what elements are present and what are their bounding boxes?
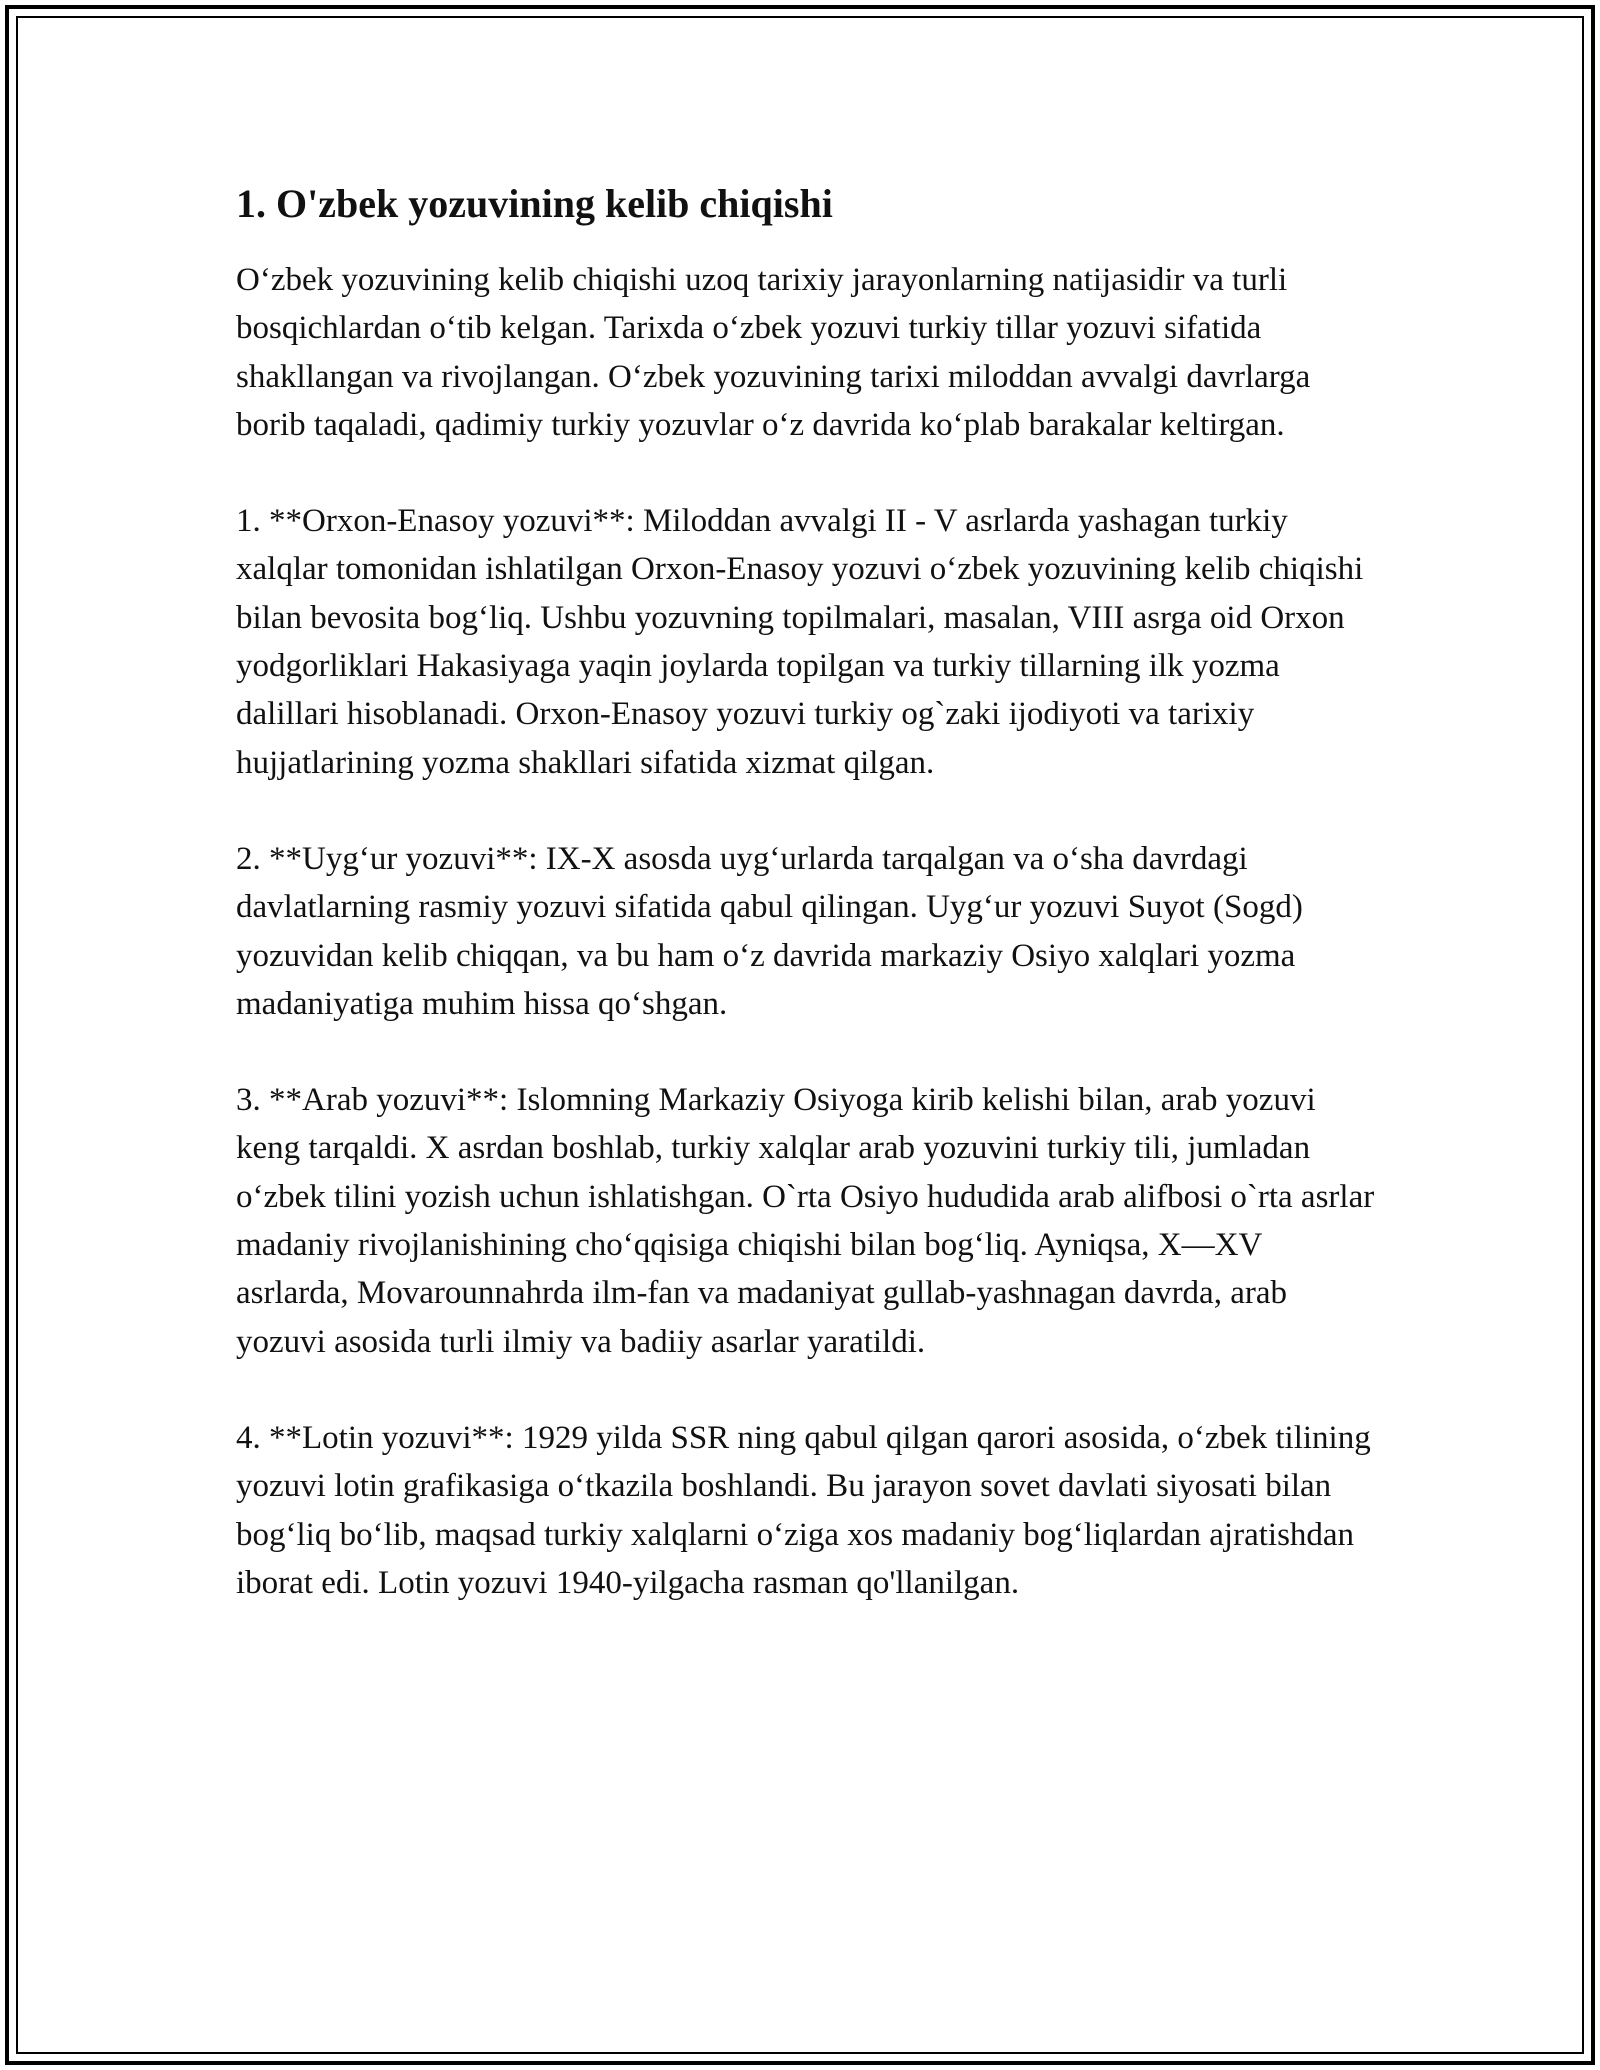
orxon-enasoy-paragraph: 1. **Orxon-Enasoy yozuvi**: Miloddan avvalgi II - V asrlarda yashagan turkiy xalqlar tomonidan ishlatilgan Orxon-Enasoy yozuvi o‘zbek yozuvining kelib chiqishi bilan bevosita bog‘liq. Ushbu yozuvning topilmalari, masalan, VIII asrga oid Orxon yodgorliklari Hakasiyaga yaqin joylarda topilgan va turkiy tillarning ilk yozma dalillari hisoblanadi. Orxon-Enasoy yozuvi turkiy og`zaki ijodiyoti va tarixiy hujjatlarining yozma shakllari sifatida xizmat qilgan. [236,503,1364,781]
arab-paragraph: 3. **Arab yozuvi**: Islomning Markaziy Osiyoga kirib kelishi bilan, arab yozuvi keng tarqaldi. X asrdan boshlab, turkiy xalqlar arab yozuvini turkiy tili, jumladan o‘zbek tilini yozish uchun ishlatishgan. O`rta Osiyo hududida arab alifbosi o`rta asrlar madaniy rivojlanishining cho‘qqisiga chiqishi bilan bog‘liq. Ayniqsa, X—XV asrlarda, Movarounnahrda ilm-fan va madaniyat gullab-yashnagan davrda, arab yozuvi asosida turli ilmiy va badiiy asarlar yaratildi. [236,1082,1375,1360]
document-body [236,178,1376,1655]
intro-paragraph: O‘zbek yozuvining kelib chiqishi uzoq tarixiy jarayonlarning natijasidir va turli bosqichlardan o‘tib kelgan. Tarixda o‘zbek yozuvi turkiy tillar yozuvi sifatida shakllangan va rivojlangan. O‘zbek yozuvining tarixi miloddan avvalgi davrlarga borib taqaladi, qadimiy turkiy yozuvlar o‘z davrida ko‘plab barakalar keltirgan. [236,262,1311,443]
lotin-paragraph: 4. **Lotin yozuvi**: 1929 yilda SSR ning qabul qilgan qarori asosida, o‘zbek tilining yozuvi lotin grafikasiga o‘tkazila boshlandi. Bu jarayon sovet davlati siyosati bilan bog‘liq bo‘lib, maqsad turkiy xalqlarni o‘ziga xos madaniy bog‘liqlardan ajratishdan iborat edi. Lotin yozuvi 1940-yilgacha rasman qo'llanilgan. [236,1419,1371,1601]
uygur-paragraph: 2. **Uyg‘ur yozuvi**: IX-X asosda uyg‘urlarda tarqalgan va o‘sha davrdagi davlatlarning rasmiy yozuvi sifatida qabul qilingan. Uyg‘ur yozuvi Suyot (Sogd) yozuvidan kelib chiqqan, va bu ham o‘z davrida markaziy Osiyo xalqlari yozma madaniyatiga muhim hissa qo‘shgan. [236,840,1303,1022]
document-title: 1. O'zbek yozuvining kelib chiqishi [236,181,833,226]
